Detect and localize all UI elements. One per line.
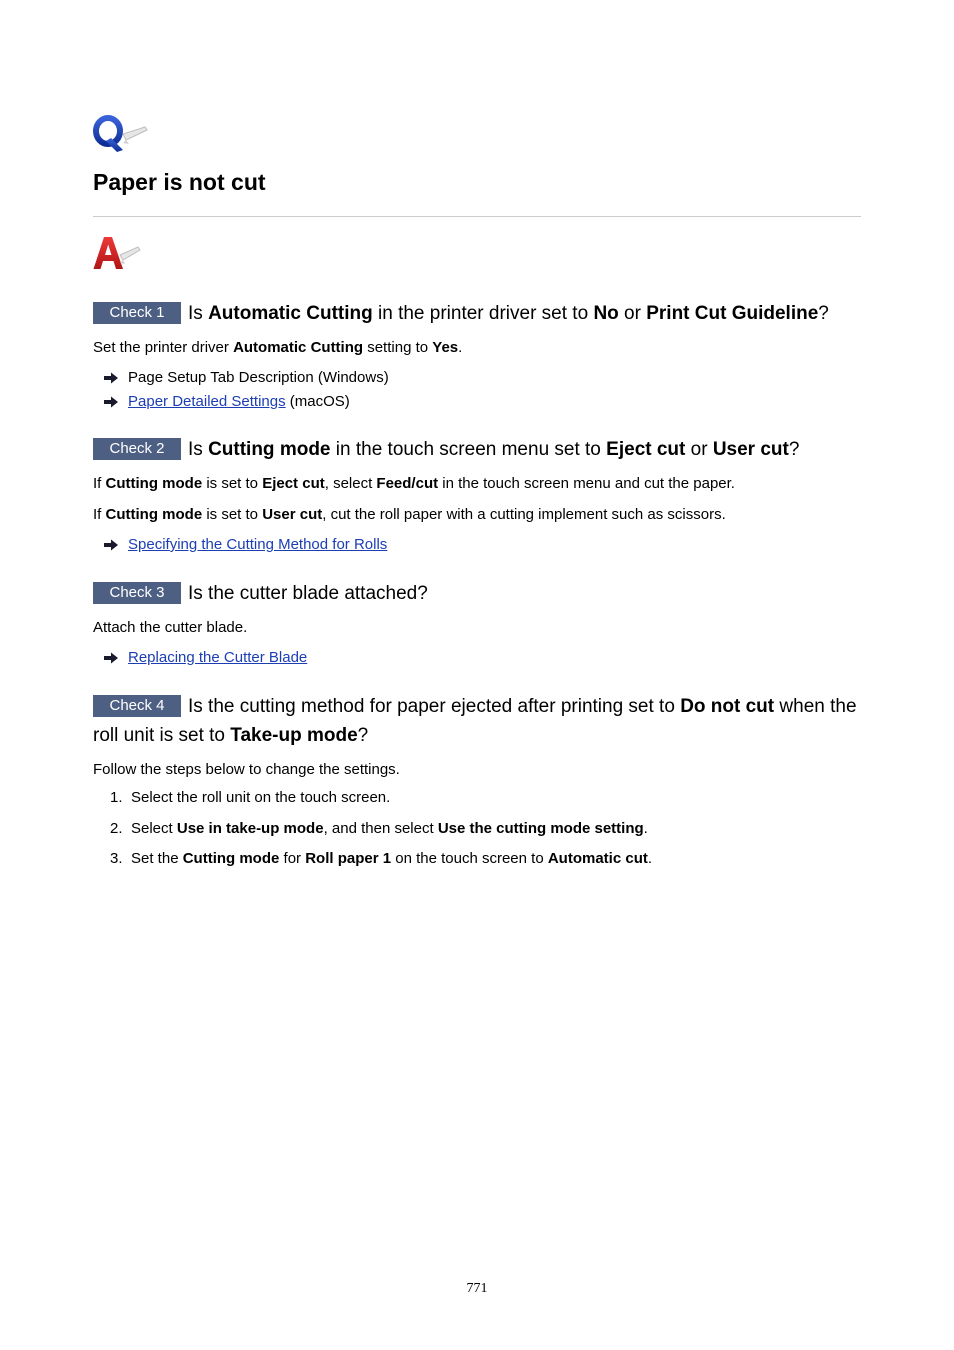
list-item: 3. Set the Cutting mode for Roll paper 1 on the touch screen to Automatic cut. bbox=[110, 850, 653, 867]
list-item bbox=[103, 646, 861, 670]
check-2-badge: Check 2 bbox=[93, 438, 181, 460]
check-2-description-1: If Cutting mode is set to Eject cut, select Feed/cut in the touch screen menu and cut the paper. bbox=[93, 475, 735, 492]
check-4-heading: Check 4 Is the cutting method for paper ejected after printing set to Do not cut when the roll unit is set to Take-up mode? bbox=[93, 696, 857, 746]
question-mark-q-icon bbox=[93, 114, 149, 158]
check-2-links bbox=[93, 533, 861, 557]
list-item bbox=[103, 366, 861, 390]
arrow-right-icon bbox=[103, 539, 119, 551]
cutting-method-rolls-link[interactable]: Specifying the Cutting Method for Rolls bbox=[128, 536, 388, 553]
arrow-right-icon bbox=[103, 372, 119, 384]
replacing-cutter-blade-link[interactable]: Replacing the Cutter Blade bbox=[128, 649, 308, 666]
arrow-right-icon bbox=[103, 652, 119, 664]
check-3-links bbox=[93, 646, 861, 670]
arrow-right-icon bbox=[103, 396, 119, 408]
check-4-badge: Check 4 bbox=[93, 695, 181, 717]
list-item: 1. Select the roll unit on the touch screen. bbox=[110, 789, 391, 806]
list-item: Paper Detailed Settings (macOS) bbox=[103, 390, 861, 414]
paper-detailed-settings-link[interactable]: Paper Detailed Settings bbox=[128, 393, 286, 410]
check-2-description-2: If Cutting mode is set to User cut, cut the roll paper with a cutting implement such as scissors. bbox=[93, 506, 726, 523]
answer-a-icon bbox=[93, 235, 143, 275]
check-4-description: Follow the steps below to change the settings. bbox=[93, 761, 400, 778]
page-title: Paper is not cut bbox=[93, 169, 266, 195]
check-3-description: Attach the cutter blade. bbox=[93, 619, 248, 636]
page-content bbox=[93, 114, 861, 880]
check-3-badge: Check 3 bbox=[93, 582, 181, 604]
check-1-badge: Check 1 bbox=[93, 302, 181, 324]
page-setup-tab-text: Page Setup Tab Description (Windows) bbox=[128, 369, 389, 386]
title-divider bbox=[93, 216, 861, 217]
list-item bbox=[103, 533, 861, 557]
check-4-steps bbox=[93, 788, 861, 868]
check-1-heading: Check 1 Is Automatic Cutting in the printer driver set to No or Print Cut Guideline? bbox=[93, 299, 861, 328]
page-number: 771 bbox=[466, 1281, 488, 1296]
list-item: 2. Select Use in take-up mode, and then select Use the cutting mode setting. bbox=[110, 819, 648, 837]
check-1-links bbox=[93, 366, 861, 414]
check-3-heading: Check 3 Is the cutter blade attached? bbox=[93, 579, 861, 608]
check-1-description: Set the printer driver Automatic Cutting setting to Yes. bbox=[93, 339, 463, 356]
check-2-heading: Check 2 Is Cutting mode in the touch screen menu set to Eject cut or User cut? bbox=[93, 435, 861, 464]
